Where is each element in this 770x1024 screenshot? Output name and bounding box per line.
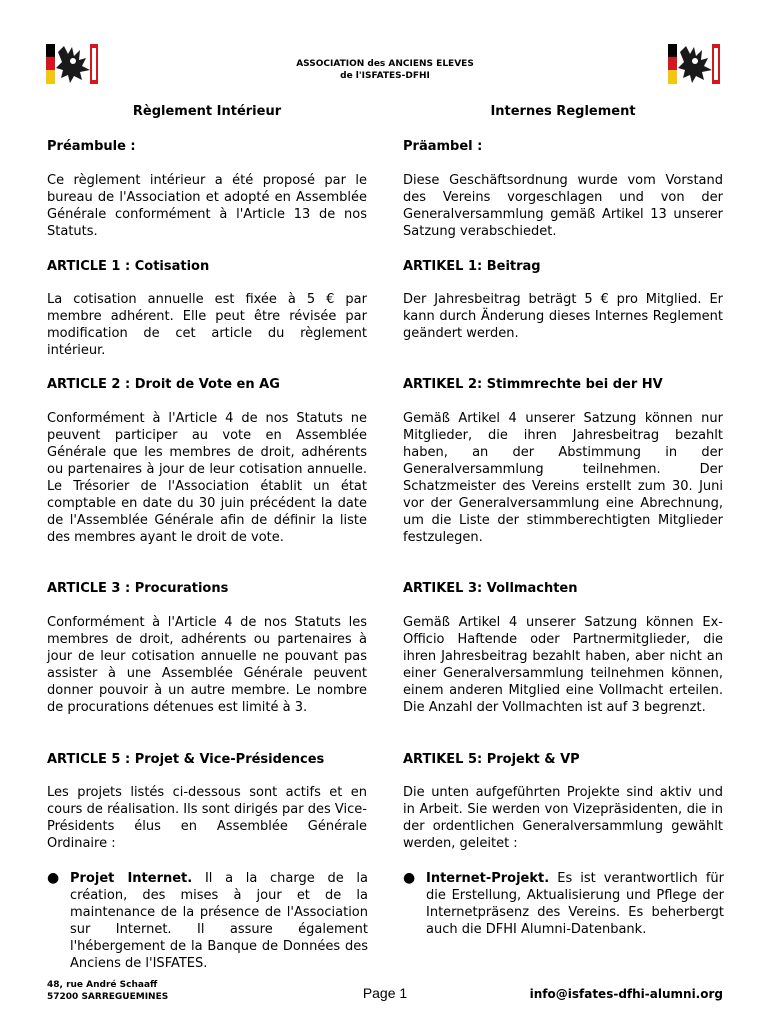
fr-article-5-text: Les projets listés ci-dessous sont actifs et en cours de réalisation. Ils sont dirigés par des Vice-Présidents élus en Assemblée Générale Ordinaire : — [47, 785, 367, 851]
de-article-3-heading: ARTIKEL 3: Vollmachten — [403, 581, 578, 596]
de-article-1-heading: ARTIKEL 1: Beitrag — [403, 259, 541, 274]
page-number: Page 1 — [362, 985, 408, 1001]
fr-preamble-text: Ce règlement intérieur a été proposé par le bureau de l'Association et adopté en Assemblée Générale conformément à l'Article 13 de nos Statuts. — [47, 173, 367, 239]
association-header — [200, 58, 570, 82]
de-article-3-text: Gemäß Artikel 4 unserer Satzung können Ex-Officio Haftende oder Partnermitglieder, die ihren Jahresbeitrag bezahlt haben, aber nicht an einer Generalversammlung teilnehmen können, einem anderen Mitglied eine Vollmacht erteilen. Die Anzahl der Vollmachten ist auf 3 begrenzt. — [403, 615, 723, 715]
de-document-title: Internes Reglement — [490, 104, 636, 119]
fr-article-1-heading: ARTICLE 1 : Cotisation — [47, 259, 210, 274]
de-project-list-item — [403, 870, 724, 938]
de-article-2-heading: ARTIKEL 2: Stimmrechte bei der HV — [403, 377, 663, 392]
fr-article-3-heading: ARTICLE 3 : Procurations — [47, 581, 229, 596]
de-article-2-text: Gemäß Artikel 4 unserer Satzung können nur Mitglieder, die ihren Jahresbeitrag bezahlt haben, an der Abstimmung in der Generalversammlung teilnehmen. Der Schatzmeister des Vereins erstellt zum 30. Juni vor der Generalversammlung eine Abrechnung, um die Liste der stimmberechtigten Mitglieder festzulegen. — [403, 411, 723, 545]
fr-article-3-text: Conformément à l'Article 4 de nos Statuts les membres de droit, adhérents ou partenaires à jour de leur cotisation annuelle ne pouvant pas assister à une Assemblée Générale peuvent donner pouvoir à un autre membre. Le nombre de procurations détenues est limité à 3. — [47, 615, 367, 715]
fr-project-title: Projet Internet. — [70, 871, 193, 886]
footer-street: 48, rue André Schaaff — [47, 980, 158, 990]
fr-article-2-text: Conformément à l'Article 4 de nos Statuts ne peuvent participer au vote en Assemblée Générale que les membres de droit, adhérents ou partenaires à jour de leur cotisation annuelle. Le Trésorier de l'Association établit un état comptable en date du 30 juin précédent la date de l'Assemblée Générale afin de définir la liste des membres ayant le droit de vote. — [47, 411, 367, 545]
fr-article-2-heading: ARTICLE 2 : Droit de Vote en AG — [47, 377, 280, 392]
fr-document-title: Règlement Intérieur — [132, 104, 282, 119]
footer-city: 57200 SARREGUEMINES — [47, 992, 169, 1002]
bullet-icon: ● — [47, 870, 60, 886]
footer-address — [47, 979, 168, 1003]
de-article-5-heading: ARTIKEL 5: Projekt & VP — [403, 752, 580, 767]
de-project-title: Internet-Projekt. — [426, 871, 550, 886]
association-name: ASSOCIATION des ANCIENS ELEVES — [296, 59, 474, 69]
bullet-icon: ● — [403, 870, 416, 886]
fr-project-description: Il a la charge de la création, des mises à jour et de la maintenance de la présence de l'Association sur Internet. Il assure également l'hébergement de la Banque de Données des Anciens de l'ISFATES. — [70, 871, 368, 971]
de-preamble-heading: Präambel : — [403, 139, 483, 154]
association-subtitle: de l'ISFATES-DFHI — [340, 71, 430, 81]
de-article-5-text: Die unten aufgeführten Projekte sind aktiv und in Arbeit. Sie werden von Vizepräsidenten, die in der ordentlichen Generalversammlung gewählt werden, geleitet : — [403, 785, 723, 851]
footer-email: info@isfates-dfhi-alumni.org — [529, 987, 723, 1001]
de-preamble-text: Diese Geschäftsordnung wurde vom Vorstand des Vereins vorgeschlagen und von der Generalversammlung gemäß Artikel 13 unserer Satzung verabschiedet. — [403, 173, 723, 239]
association-logo-left — [46, 44, 98, 84]
fr-preamble-heading: Préambule : — [47, 139, 136, 154]
fr-article-1-text: La cotisation annuelle est fixée à 5 € par membre adhérent. Elle peut être révisée par modification de cet article du règlement intérieur. — [47, 292, 367, 358]
de-project-description: Es ist verantwortlich für die Erstellung, Aktualisierung und Pflege der Internetpräsenz des Vereins. Es beherbergt auch die DFHI Alumni-Datenbank. — [426, 871, 724, 937]
fr-article-5-heading: ARTICLE 5 : Projet & Vice-Présidences — [47, 752, 325, 767]
de-article-1-text: Der Jahresbeitrag beträgt 5 € pro Mitglied. Er kann durch Änderung dieses Internes Reglement geändert werden. — [403, 292, 723, 341]
association-logo-right — [668, 44, 720, 84]
fr-project-list-item — [47, 870, 368, 972]
